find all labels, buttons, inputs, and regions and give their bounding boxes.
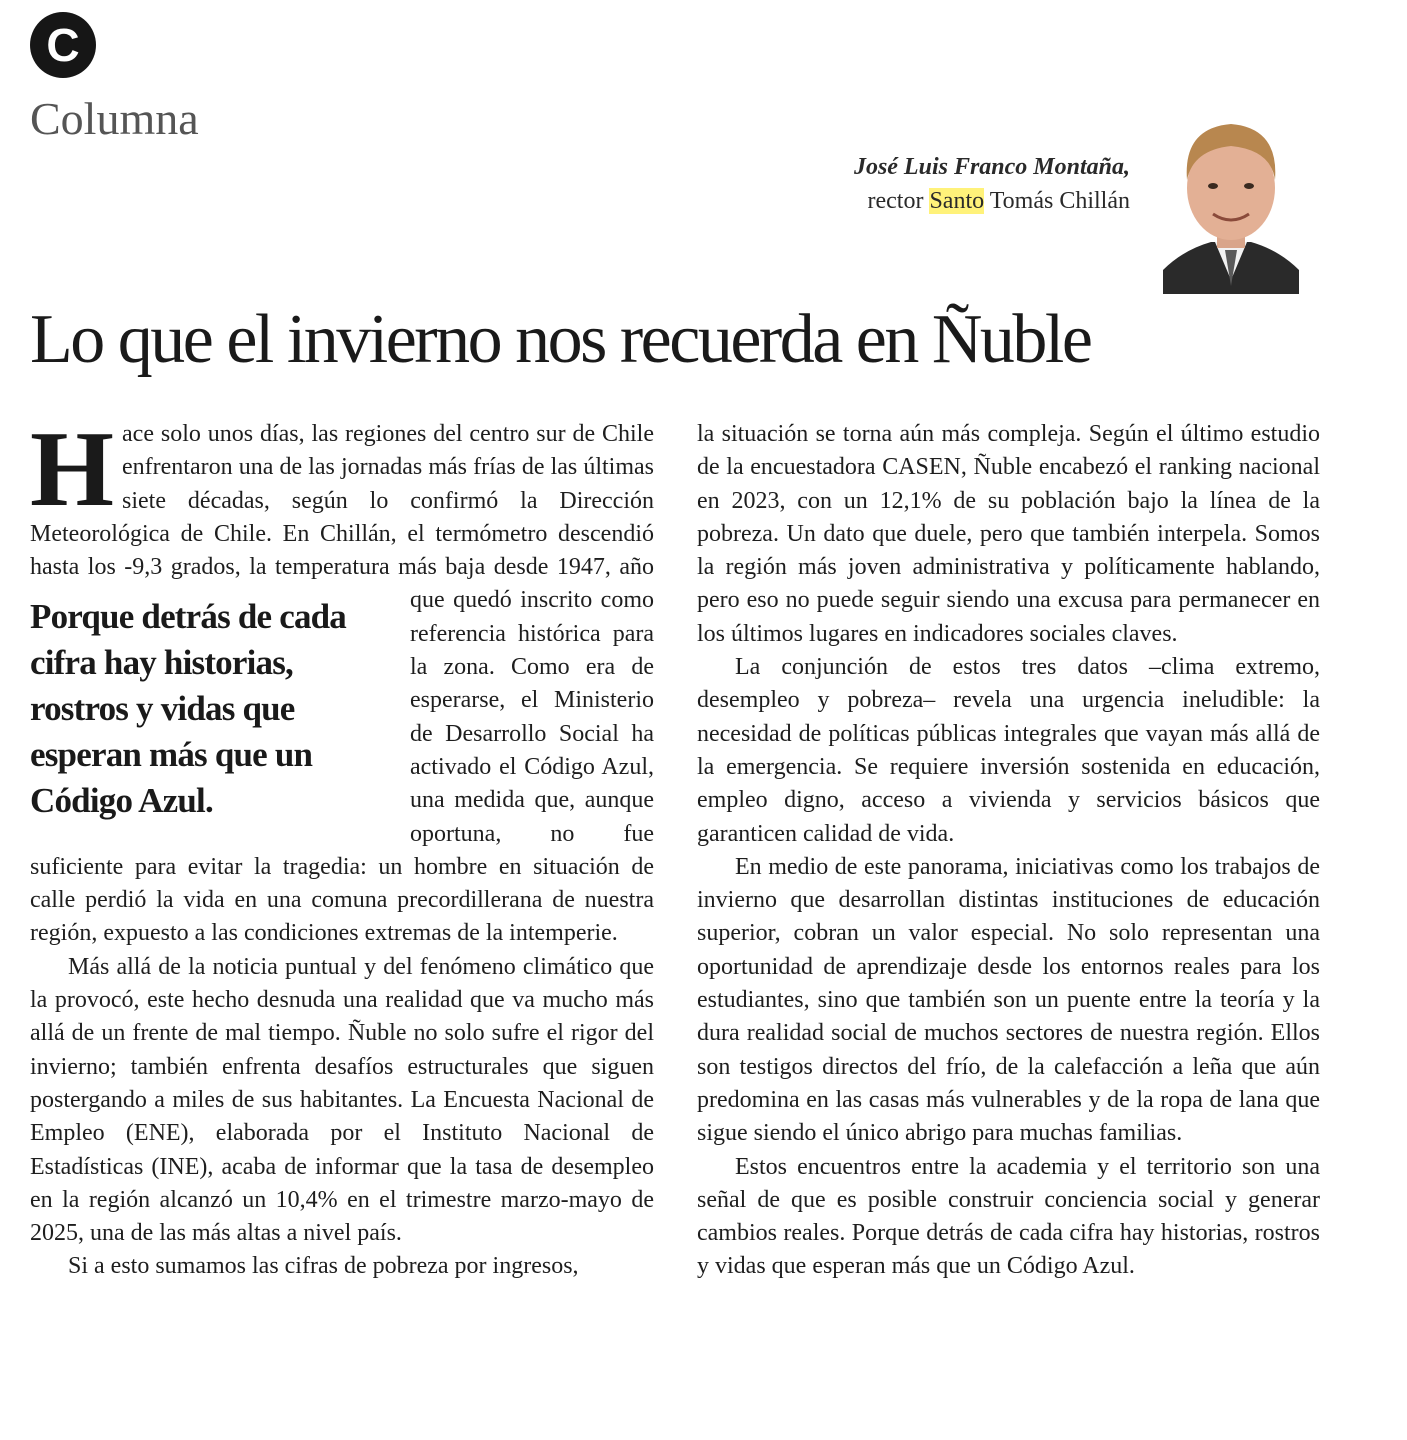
paragraph-4: La conjunción de estos tres datos –clima extremo, desempleo y pobreza– revela una urgencia ineludible: la necesidad de políticas públicas integrales que vayan más allá de la emergencia. Se requiere inversión sostenida en educación, empleo digno, acceso a vivienda y servicios básicos que garanticen calidad de vida. xyxy=(697,654,1320,847)
author-portrait xyxy=(1163,110,1299,294)
badge-letter: C xyxy=(46,19,80,71)
paragraph-1-text: ace solo unos días, las regiones del centro sur de Chile enfrentaron una de las jornadas más frías de las últimas siete décadas, según lo confirmó la Dirección Meteorológica de Chile. En Chillán, el termómetro descendió hasta los -9,3 grados, la temperatura más baja desde 1947, año que Porque detrás de cada cifra hay historias, rostros y vidas que esperan más que un Código Azul. quedó inscrito como referencia histórica para la zona. Como era de esperarse, el Ministerio de Desarrollo Social ha activado el Código Azul, una medida que, aunque oportuna, no fue suficiente para evitar la tragedia: un hombre en situación de calle perdió la vida en una comuna precordillerana de nuestra región, expuesto a las condiciones extremas de la intemperie. xyxy=(30,421,655,947)
section-label: Columna xyxy=(30,93,199,144)
author-role-suffix: Tomás Chillán xyxy=(984,188,1130,214)
drop-cap: H xyxy=(30,410,115,529)
headline: Lo que el invierno nos recuerda en Ñuble xyxy=(30,301,1091,378)
article-column-left xyxy=(30,410,655,1284)
paragraph-3: Si a esto sumamos las cifras de pobreza por ingresos, xyxy=(68,1253,579,1280)
column-badge xyxy=(30,12,96,78)
author-name: José Luis Franco Montaña, xyxy=(853,154,1130,180)
author-role-prefix: rector xyxy=(867,188,930,214)
paragraph-3-continued: la situación se torna aún más compleja. Según el último estudio de la encuestadora CASEN, Ñuble encabezó el ranking nacional en 2023, con un 12,1% de su población bajo la línea de la pobreza. Un dato que duele, pero que también interpela. Somos la región más joven administrativa y políticamente hablando, pero eso no puede seguir siendo una excusa para permanecer en los últimos lugares en indicadores sociales claves. xyxy=(697,421,1320,647)
paragraph-2: Más allá de la noticia puntual y del fenómeno climático que la provocó, este hecho desnuda una realidad que va mucho más allá de un frente de mal tiempo. Ñuble no solo sufre el rigor del invierno; también enfrenta desafíos estructurales que siguen postergando a miles de sus habitantes. La Encuesta Nacional de Empleo (ENE), elaborada por el Instituto Nacional de Estadísticas (INE), acaba de informar que la tasa de desempleo en la región alcanzó un 10,4% en el trimestre marzo-mayo de 2025, una de las más altas a nivel país. xyxy=(30,953,654,1247)
article-column-right xyxy=(697,418,1320,1284)
author-role-highlight: Santo xyxy=(929,188,985,214)
author-byline xyxy=(854,150,1130,218)
pull-quote: Porque detrás de cada cifra hay historias, rostros y vidas que esperan más que un Código Azul. xyxy=(30,597,347,821)
paragraph-5: En medio de este panorama, iniciativas como los trabajos de invierno que desarrollan distintas instituciones de educación superior, cobran un valor especial. No solo representan una oportunidad de aprendizaje desde los entornos reales para los estudiantes, sino que también son un puente entre la teoría y la dura realidad social de muchos sectores de nuestra región. Ellos son testigos directos del frío, de la calefacción a leña que aún predomina en las casas más vulnerables y de la ropa de lana que sigue siendo el único abrigo para muchas familias. xyxy=(697,853,1320,1147)
paragraph-6: Estos encuentros entre la academia y el territorio son una señal de que es posible construir conciencia social y generar cambios reales. Porque detrás de cada cifra hay historias, rostros y vidas que esperan más que un Código Azul. xyxy=(697,1153,1320,1280)
paragraph-1 xyxy=(30,410,655,951)
author-role xyxy=(854,184,1130,218)
